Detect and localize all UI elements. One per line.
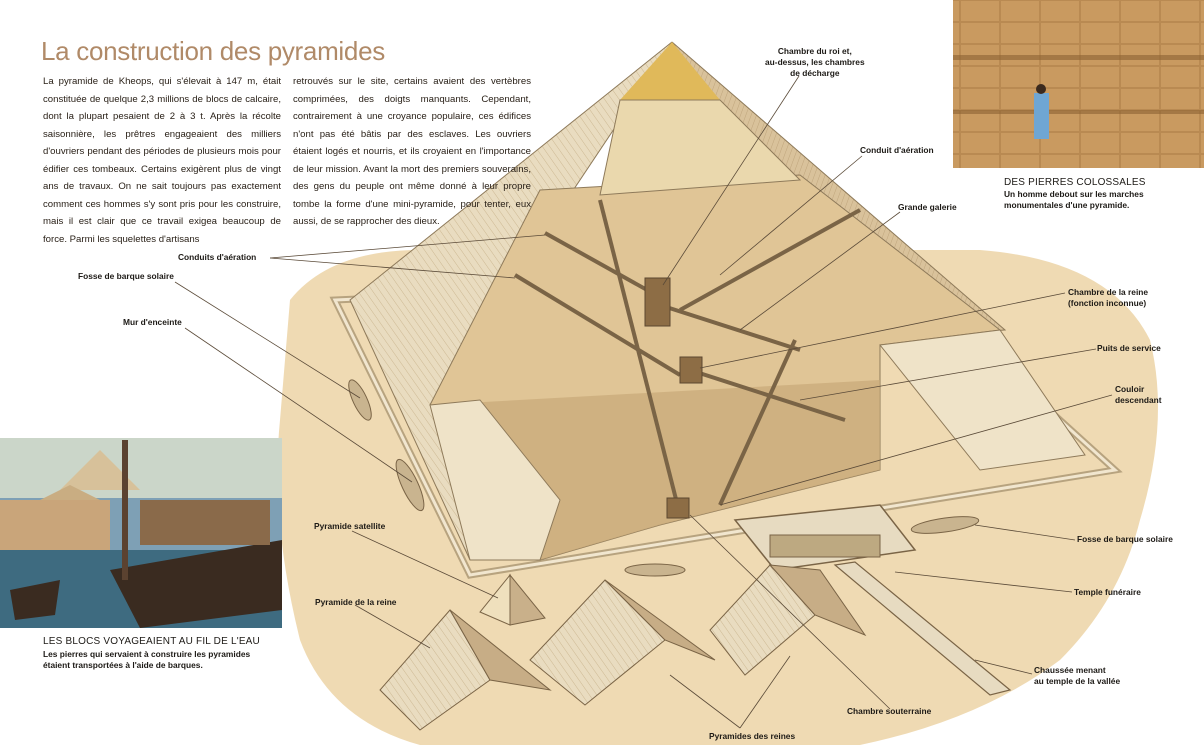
caption-stones-title: DES PIERRES COLOSSALES	[1004, 177, 1146, 188]
label-queen-chamber: Chambre de la reine (fonction inconnue)	[1068, 287, 1149, 308]
article-column-1: La pyramide de Kheops, qui s'élevait à 147 m, était constituée de quelque 2,3 millions de blocs de calcaire, dont la plupart pesaient de 2 à 3 t. Après la récolte saisonnière, les prêtres engageaient des milliers d'ouvriers pendant des périodes de plusieurs mois pour édifier ces tombeaux. Certains exigèrent plus de vingt ans de travaux. On ne sait toujours pas exactement comment ces hommes s'y sont pris pour les construire, mais il est clair que ce travail exigea beaucoup de force. Parmi les squelettes d'artisans	[43, 76, 281, 245]
label-solar-boat-pit-left: Fosse de barque solaire	[78, 271, 174, 281]
label-causeway: Chaussée menant au temple de la vallée	[1034, 665, 1121, 686]
label-queen-pyramid: Pyramide de la reine	[315, 597, 397, 607]
label-enclosure-wall: Mur d'enceinte	[123, 317, 182, 327]
page-title: La construction des pyramides	[41, 36, 385, 66]
label-solar-boat-pit-right: Fosse de barque solaire	[1077, 534, 1173, 544]
label-service-shaft: Puits de service	[1097, 343, 1161, 353]
caption-stones-subtitle: Un homme debout sur les marches monumentales d'une pyramide.	[1004, 189, 1144, 210]
label-king-chamber: Chambre du roi et, au-dessus, les chambres de décharge	[765, 46, 865, 78]
label-air-shafts: Conduits d'aération	[178, 252, 257, 262]
label-air-shaft: Conduit d'aération	[860, 145, 934, 155]
caption-boats-subtitle: Les pierres qui servaient à construire les pyramides étaient transportées à l'aide de barques.	[43, 649, 251, 670]
label-descending-corridor: Couloir descendant	[1115, 384, 1162, 405]
boats-painting	[0, 438, 282, 628]
colossal-stones-photo	[953, 0, 1204, 168]
article-column-2: retrouvés sur le site, certains avaient des vertèbres comprimées, des doigts manquants. Cependant, contrairement à une croyance populaire, ces édifices n'ont pas été bâtis par des esclaves. Les ouvriers étaient logés et nourris, et ils croyaient en l'importance de leur mission. Avant la mort des premiers souverains, des gens du peuple ont même donné à leur propre tombe la forme d'une mini-pyramide, pour tenter, eux aussi, de se rapprocher des dieux.	[293, 76, 531, 227]
label-subterranean-chamber: Chambre souterraine	[847, 706, 932, 716]
label-mortuary-temple: Temple funéraire	[1074, 587, 1141, 597]
label-grand-gallery: Grande galerie	[898, 202, 957, 212]
label-satellite-pyramid: Pyramide satellite	[314, 521, 386, 531]
label-queens-pyramids: Pyramides des reines	[709, 731, 796, 741]
caption-boats-title: LES BLOCS VOYAGEAIENT AU FIL DE L'EAU	[43, 636, 260, 647]
